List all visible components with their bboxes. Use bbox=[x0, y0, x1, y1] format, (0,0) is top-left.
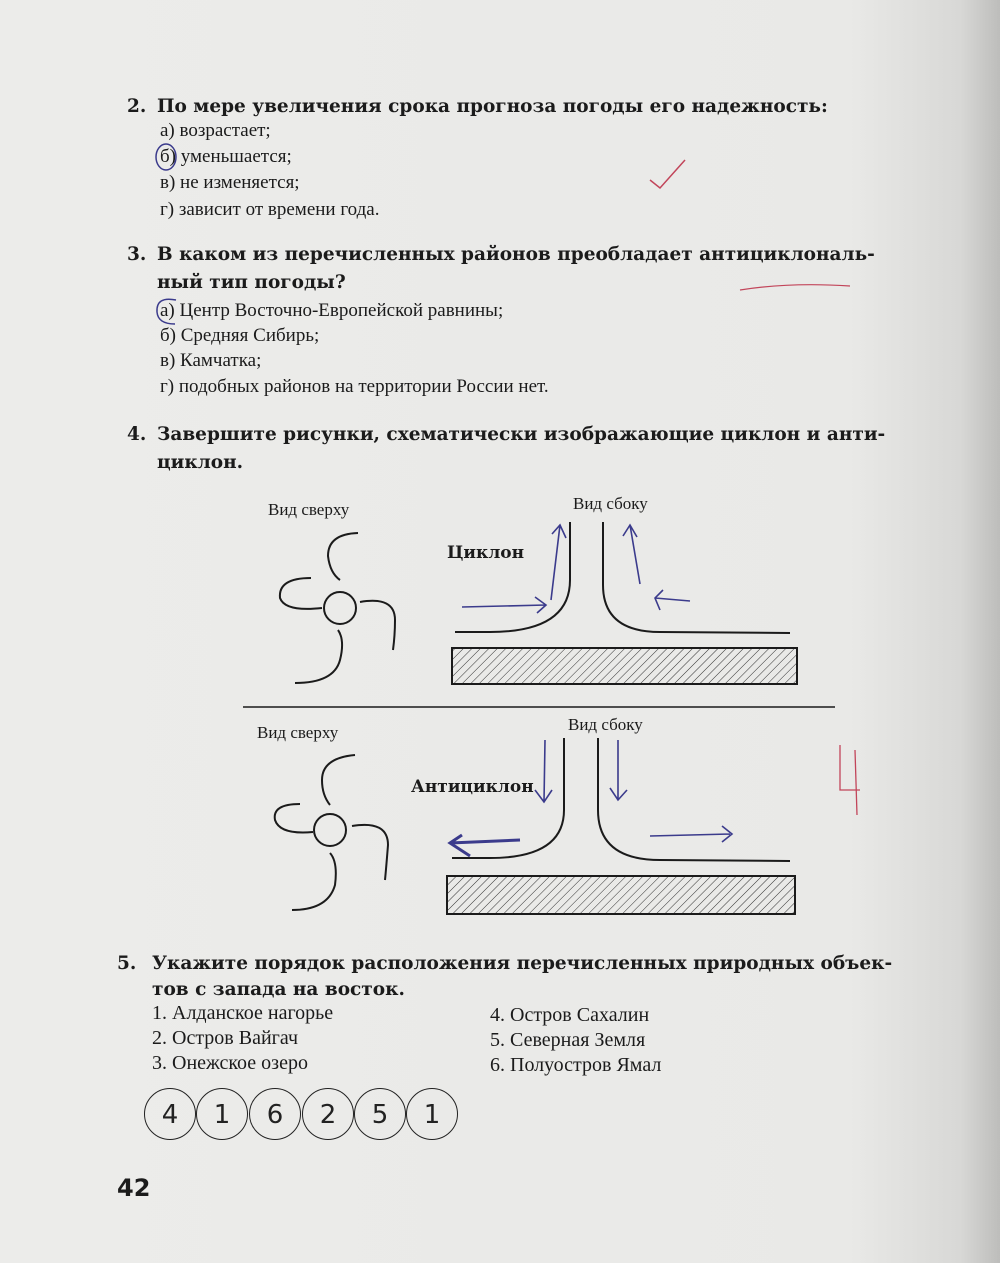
q5-item-4: 4. Остров Сахалин bbox=[490, 1004, 650, 1026]
q3-option-v: в) Камчатка; bbox=[160, 350, 262, 371]
page-number: 42 bbox=[117, 1174, 151, 1202]
q2-option-v: в) не изменяется; bbox=[160, 172, 300, 193]
question-2-number: 2. bbox=[127, 96, 147, 117]
q3-answer-circle bbox=[157, 299, 176, 324]
question-4-text-line2: циклон. bbox=[157, 452, 244, 473]
question-3-text-line2: ный тип погоды? bbox=[157, 272, 346, 293]
q2-option-b: б) уменьшается; bbox=[160, 146, 292, 167]
red-grade-mark bbox=[840, 745, 860, 815]
q5-item-1: 1. Алданское нагорье bbox=[152, 1002, 334, 1024]
answer-circle-2: 1 bbox=[196, 1088, 248, 1140]
answer-circle-6: 1 bbox=[406, 1088, 458, 1140]
answer-circle-1: 4 bbox=[144, 1088, 196, 1140]
cyclone-arrows bbox=[462, 525, 690, 613]
anticyclone-title: Антициклон bbox=[411, 777, 534, 797]
q3-option-b: б) Средняя Сибирь; bbox=[160, 325, 320, 346]
cyclone-top-view-label: Вид сверху bbox=[268, 500, 350, 519]
q5-item-3: 3. Онежское озеро bbox=[152, 1052, 308, 1074]
anticyclone-arrows bbox=[450, 740, 732, 856]
anticyclone-side-view-label: Вид сбоку bbox=[568, 715, 643, 734]
anticyclone-ground bbox=[447, 876, 795, 914]
cyclone-side-view-label: Вид сбоку bbox=[573, 494, 648, 513]
q5-item-5: 5. Северная Земля bbox=[490, 1029, 646, 1051]
check-mark-icon bbox=[650, 160, 685, 188]
q2-option-a: а) возрастает; bbox=[160, 120, 271, 141]
q2-option-g: г) зависит от времени года. bbox=[160, 199, 380, 220]
answer-circle-3: 6 bbox=[249, 1088, 301, 1140]
q3-option-g: г) подобных районов на территории России нет. bbox=[160, 376, 549, 397]
question-2-text: По мере увеличения срока прогноза погоды его надежность: bbox=[157, 96, 828, 117]
q5-item-6: 6. Полуостров Ямал bbox=[490, 1054, 662, 1076]
question-5-text-line2: тов с запада на восток. bbox=[152, 979, 405, 1000]
question-5-number: 5. bbox=[117, 953, 137, 974]
anticyclone-side-view bbox=[452, 738, 790, 861]
q2-answer-circle bbox=[156, 144, 176, 170]
anticyclone-top-view bbox=[275, 755, 388, 910]
question-4-text-line1: Завершите рисунки, схематически изображающие циклон и анти- bbox=[157, 424, 886, 445]
cyclone-top-view bbox=[280, 533, 395, 683]
anticyclone-top-view-label: Вид сверху bbox=[257, 723, 339, 742]
q3-option-a: а) Центр Восточно-Европейской равнины; bbox=[160, 300, 504, 321]
question-5-text-line1: Укажите порядок расположения перечисленных природных объек- bbox=[152, 953, 893, 974]
question-3-text-line1: В каком из перечисленных районов преобладает антициклональ- bbox=[157, 244, 875, 265]
answer-circle-5: 5 bbox=[354, 1088, 406, 1140]
answer-circle-4: 2 bbox=[302, 1088, 354, 1140]
cyclone-ground bbox=[452, 648, 797, 684]
cyclone-title: Циклон bbox=[447, 543, 525, 563]
question-3-number: 3. bbox=[127, 244, 147, 265]
cyclone-side-view bbox=[455, 522, 790, 633]
q5-item-2: 2. Остров Вайгач bbox=[152, 1027, 299, 1049]
red-underline bbox=[740, 285, 850, 290]
question-4-number: 4. bbox=[127, 424, 147, 445]
